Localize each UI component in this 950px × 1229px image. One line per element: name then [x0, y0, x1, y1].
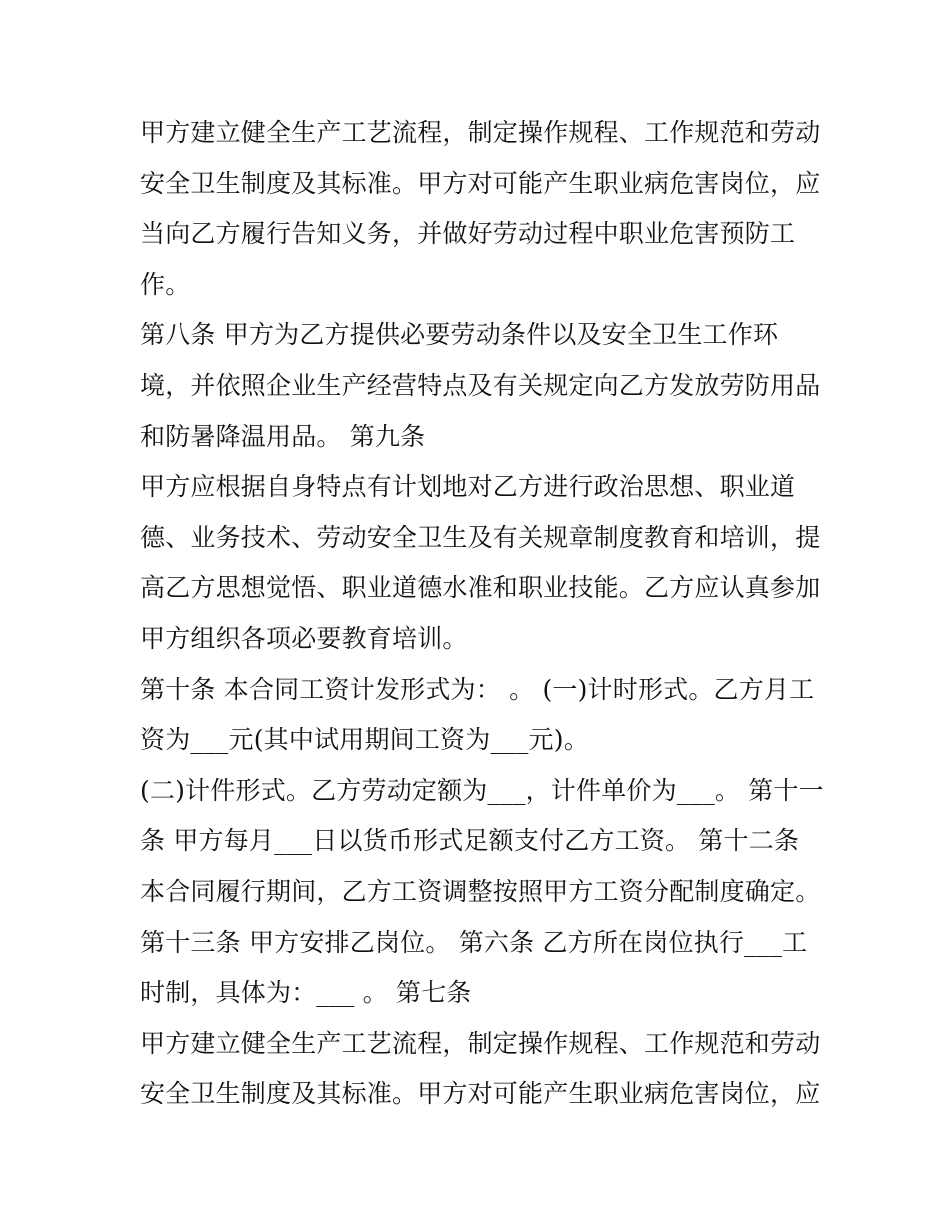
text-line: 第八条 甲方为乙方提供必要劳动条件以及安全卫生工作环 [140, 320, 779, 350]
text-line: 本合同履行期间，乙方工资调整按照甲方工资分配制度确定。 [140, 876, 821, 906]
text-line: 甲方组织各项必要教育培训。 [140, 623, 468, 653]
text-line: 和防暑降温用品。 第九条 [140, 421, 426, 451]
text-line: 当向乙方履行告知义务，并做好劳动过程中职业危害预防工 [140, 219, 796, 249]
text-line: 高乙方思想觉悟、职业道德水准和职业技能。乙方应认真参加 [140, 573, 821, 603]
contract-text-body [140, 108, 824, 1120]
text-line: 条 甲方每月___日以货币形式足额支付乙方工资。 第十二条 [140, 826, 800, 856]
text-line: 时制，具体为：___ 。 第七条 [140, 978, 472, 1008]
text-line: 甲方建立健全生产工艺流程，制定操作规程、工作规范和劳动 [140, 118, 821, 147]
text-line: 安全卫生制度及其标准。甲方对可能产生职业病危害岗位，应 [140, 1079, 821, 1109]
text-line: 德、业务技术、劳动安全卫生及有关规章制度教育和培训，提 [140, 522, 821, 552]
text-line: 第十条 本合同工资计发形式为： 。 (一)计时形式。乙方月工 [140, 674, 815, 704]
text-line: 甲方应根据自身特点有计划地对乙方进行政治思想、职业道 [140, 472, 796, 502]
text-line: 资为___元(其中试用期间工资为___元)。 [140, 725, 589, 755]
text-line: 境，并依照企业生产经营特点及有关规定向乙方发放劳防用品 [140, 370, 821, 400]
text-line: 作。 [140, 269, 191, 299]
text-line: 第十三条 甲方安排乙岗位。 第六条 乙方所在岗位执行___工 [140, 927, 808, 957]
text-line: 安全卫生制度及其标准。甲方对可能产生职业病危害岗位，应 [140, 168, 821, 198]
text-line: 甲方建立健全生产工艺流程，制定操作规程、工作规范和劳动 [140, 1028, 821, 1058]
text-line: (二)计件形式。乙方劳动定额为___，计件单价为___。 第十一 [140, 775, 824, 805]
